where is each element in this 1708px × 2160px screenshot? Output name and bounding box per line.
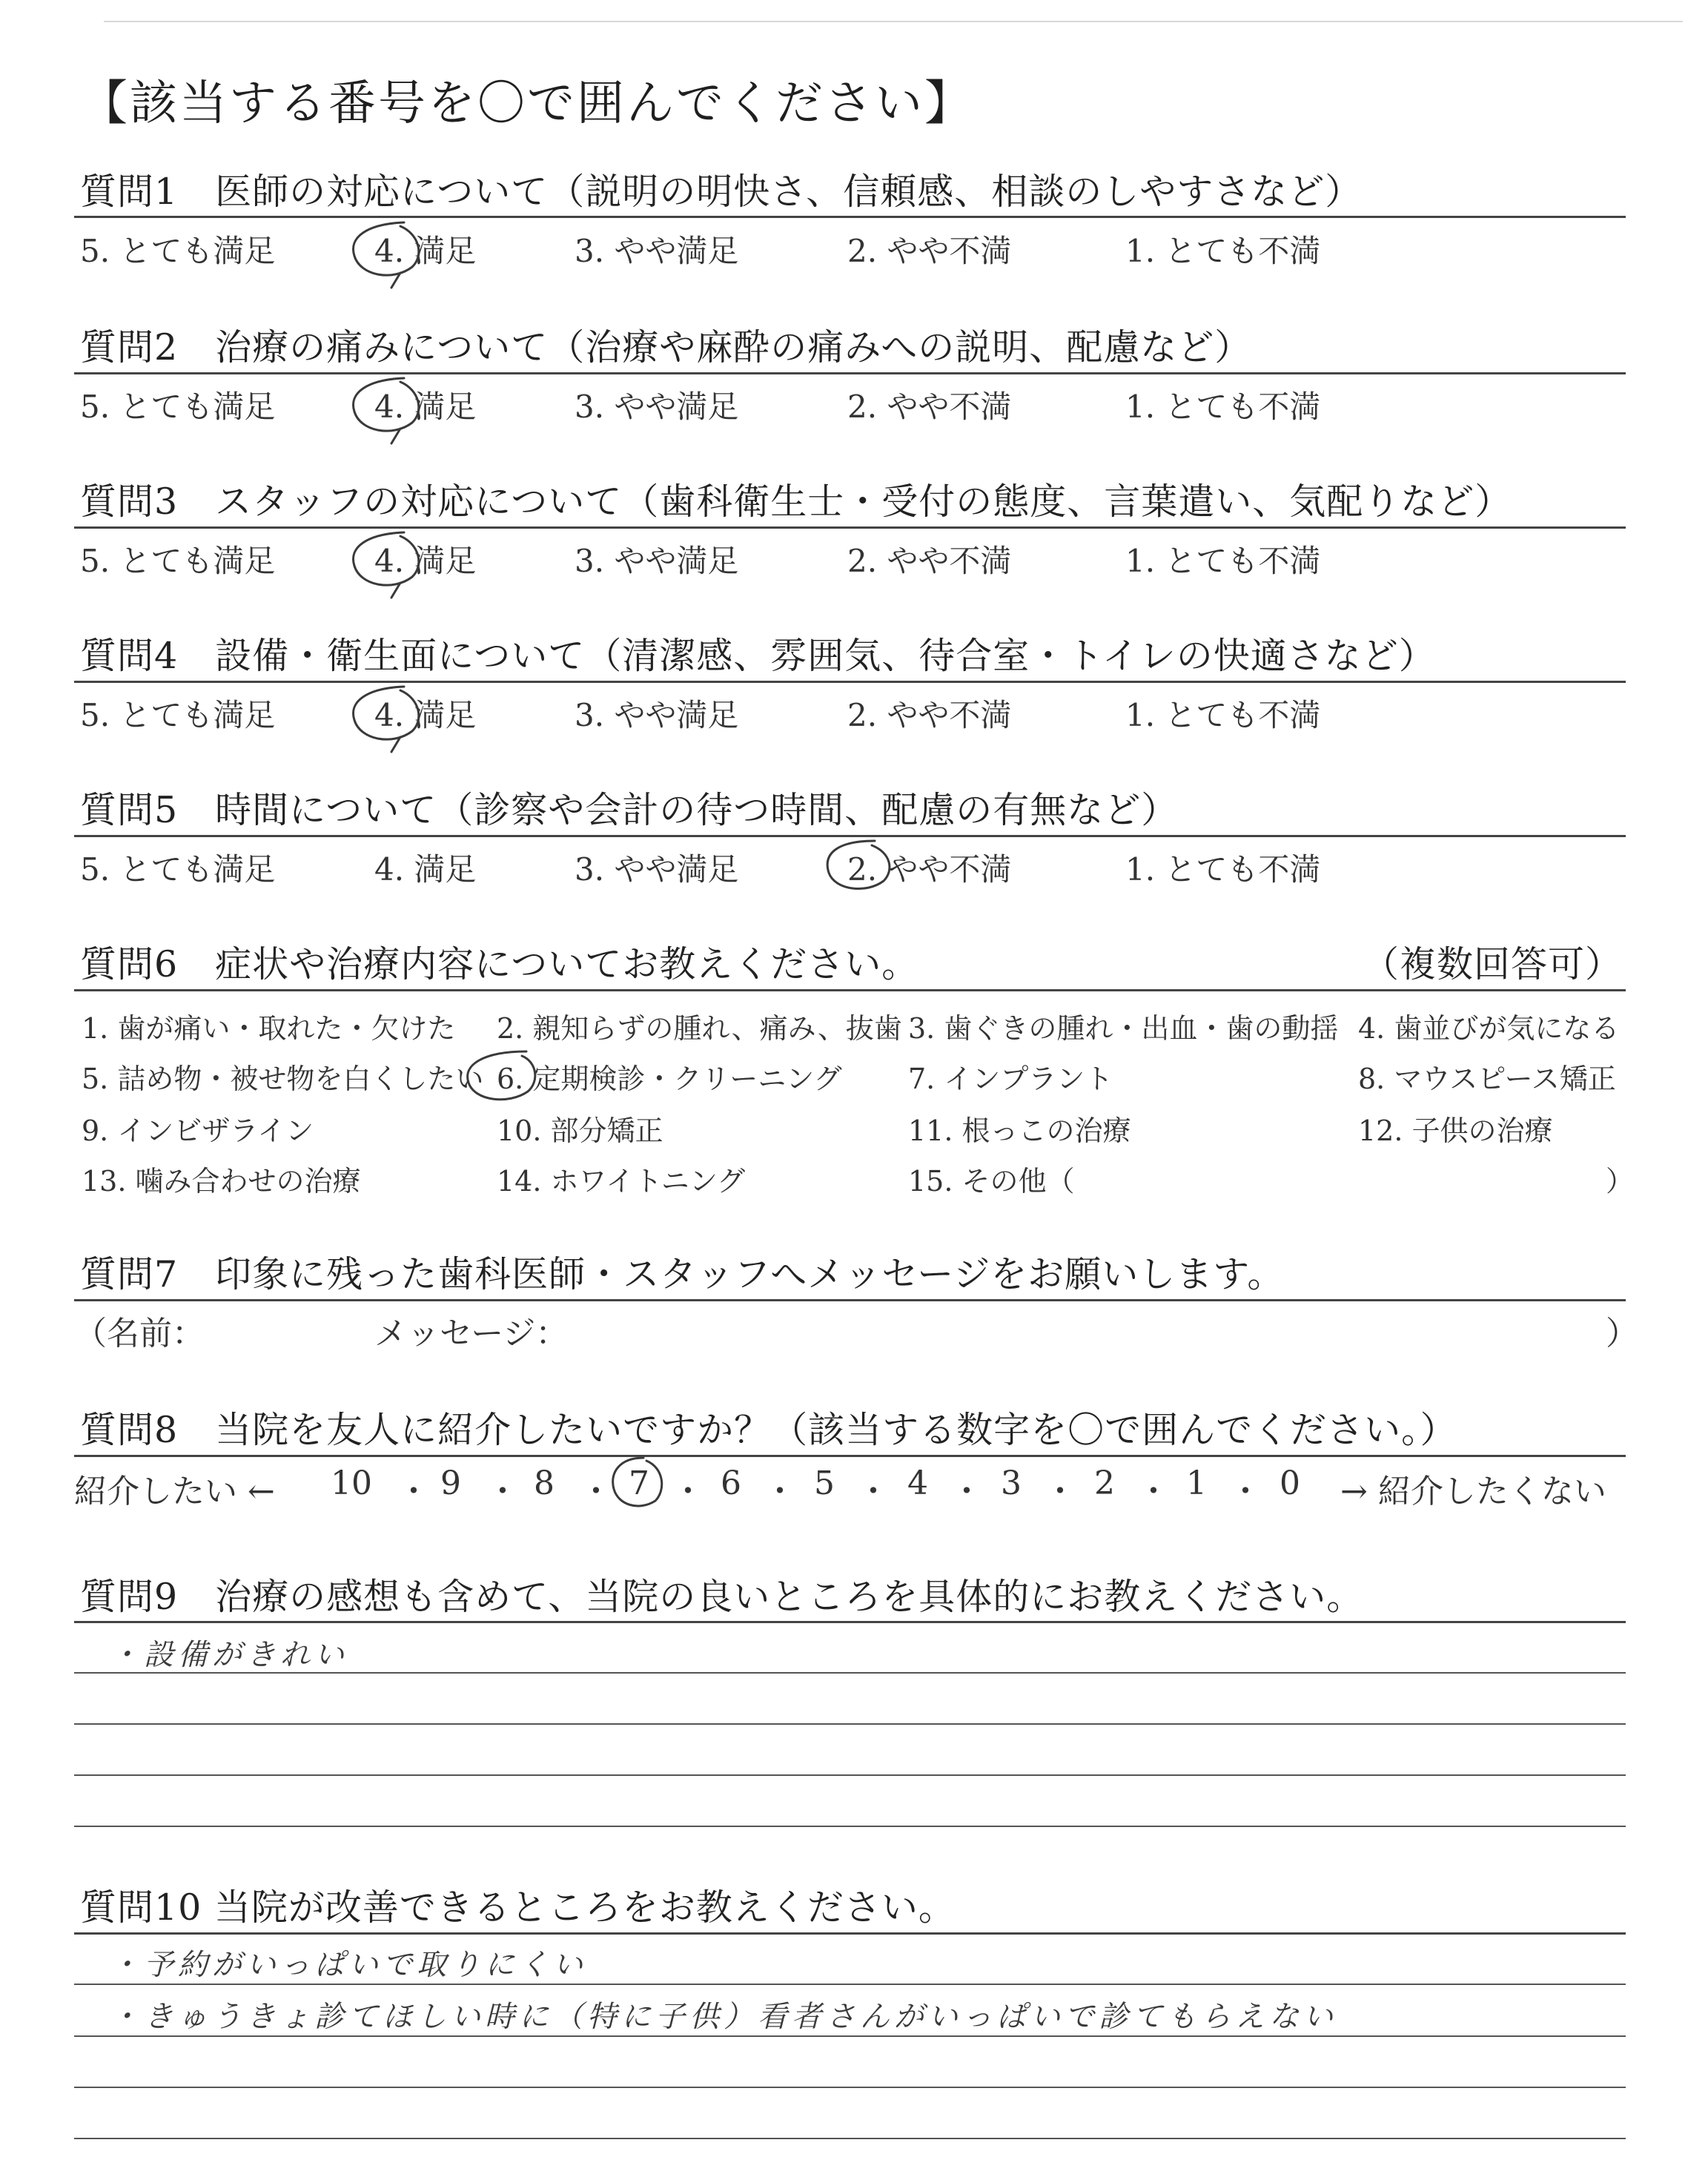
- q9-answer-line: [74, 1723, 1626, 1725]
- q6-option-14[interactable]: 14. ホワイトニング: [497, 1165, 746, 1198]
- question-4-rule: [74, 681, 1626, 683]
- form-title: 【該当する番号を〇で囲んでください】: [80, 76, 974, 131]
- q9-answer-line: [74, 1826, 1626, 1827]
- q8-sep: ・: [486, 1473, 519, 1510]
- q1-option-5[interactable]: 5. とても満足: [80, 233, 276, 269]
- q3-option-4[interactable]: 4. 満足: [374, 543, 477, 579]
- q6-option-5[interactable]: 5. 詰め物・被せ物を白くしたい: [82, 1063, 484, 1095]
- q8-scale-10[interactable]: 10: [331, 1464, 372, 1502]
- q5-option-2[interactable]: 2. やや不満: [847, 851, 1012, 888]
- question-8-title: 質問8 当院を友人に紹介したいですか？（該当する数字を〇で囲んでください。）: [80, 1409, 1457, 1451]
- q1-option-3[interactable]: 3. やや満足: [575, 233, 739, 269]
- q6-option-7[interactable]: 7. インプラント: [908, 1063, 1113, 1095]
- q8-scale-1[interactable]: 1: [1186, 1464, 1207, 1502]
- q4-option-5[interactable]: 5. とても満足: [80, 697, 276, 733]
- q6-option-12[interactable]: 12. 子供の治療: [1358, 1114, 1553, 1147]
- q3-option-3[interactable]: 3. やや満足: [575, 543, 739, 579]
- q1-option-2[interactable]: 2. やや不満: [847, 233, 1012, 269]
- q7-close-paren: ）: [1606, 1315, 1638, 1353]
- q8-sep: ・: [857, 1473, 890, 1510]
- question-6-rule: [74, 989, 1626, 991]
- q4-option-3[interactable]: 3. やや満足: [575, 697, 739, 733]
- q4-option-4[interactable]: 4. 満足: [374, 697, 477, 733]
- q8-scale-7[interactable]: 7: [629, 1464, 649, 1502]
- q8-sep: ・: [397, 1473, 430, 1510]
- q6-option-13[interactable]: 13. 噛み合わせの治療: [82, 1165, 361, 1198]
- q8-sep: ・: [1137, 1473, 1170, 1510]
- q8-scale-0[interactable]: 0: [1280, 1464, 1300, 1502]
- question-1-title: 質問1 医師の対応について（説明の明快さ、信頼感、相談のしやすさなど）: [80, 171, 1363, 213]
- q9-answer-line: [74, 1774, 1626, 1776]
- q8-scale-8[interactable]: 8: [534, 1464, 555, 1502]
- q3-option-5[interactable]: 5. とても満足: [80, 543, 276, 579]
- question-6-note: （複数回答可）: [1363, 943, 1623, 985]
- q2-option-5[interactable]: 5. とても満足: [80, 389, 276, 425]
- q6-option-6[interactable]: 6. 定期検診・クリーニング: [497, 1063, 842, 1095]
- question-9-title: 質問9 治療の感想も含めて、当院の良いところを具体的にお教えください。: [80, 1576, 1364, 1618]
- q8-scale-9[interactable]: 9: [440, 1464, 461, 1502]
- q6-option-3[interactable]: 3. 歯ぐきの腫れ・出血・歯の動揺: [908, 1012, 1339, 1045]
- q5-option-3[interactable]: 3. やや満足: [575, 851, 739, 888]
- question-2-rule: [74, 372, 1626, 374]
- q8-scale-2[interactable]: 2: [1094, 1464, 1115, 1502]
- q5-option-4[interactable]: 4. 満足: [374, 851, 477, 888]
- q2-option-4[interactable]: 4. 満足: [374, 389, 477, 425]
- q8-sep: ・: [764, 1473, 796, 1510]
- q3-option-2[interactable]: 2. やや不満: [847, 543, 1012, 579]
- q8-sep: ・: [1044, 1473, 1076, 1510]
- q6-option-4[interactable]: 4. 歯並びが気になる: [1358, 1012, 1620, 1045]
- q8-scale-5[interactable]: 5: [814, 1464, 835, 1502]
- q7-name-label: （名前：: [74, 1315, 205, 1353]
- q10-handwritten-answer-1: ・予約がいっぱいで取りにくい: [110, 1948, 587, 1982]
- q8-scale-4[interactable]: 4: [907, 1464, 928, 1502]
- q5-option-1[interactable]: 1. とても不満: [1125, 851, 1321, 888]
- q2-option-2[interactable]: 2. やや不満: [847, 389, 1012, 425]
- q8-scale-6[interactable]: 6: [721, 1464, 741, 1502]
- q10-answer-line: [74, 1984, 1626, 1985]
- q8-sep: ・: [950, 1473, 983, 1510]
- question-3-title: 質問3 スタッフの対応について（歯科衛生士・受付の態度、言葉遣い、気配りなど）: [80, 480, 1512, 523]
- q10-handwritten-answer-2: ・きゅうきょ診てほしい時に（特に子供）看者さんがいっぱいで診てもらえない: [110, 2000, 1337, 2034]
- q8-scale-3[interactable]: 3: [1001, 1464, 1022, 1502]
- question-5-rule: [74, 835, 1626, 837]
- top-scan-edge: [104, 21, 1683, 22]
- q2-option-3[interactable]: 3. やや満足: [575, 389, 739, 425]
- q2-option-1[interactable]: 1. とても不満: [1125, 389, 1321, 425]
- q10-answer-line: [74, 2087, 1626, 2088]
- q6-option-11[interactable]: 11. 根っこの治療: [908, 1114, 1131, 1147]
- question-10-title: 質問10 当院が改善できるところをお教えください。: [80, 1886, 956, 1929]
- q9-handwritten-answer: ・設備がきれい: [110, 1638, 348, 1672]
- q6-option-8[interactable]: 8. マウスピース矯正: [1358, 1063, 1616, 1095]
- question-3-rule: [74, 526, 1626, 529]
- q5-option-5[interactable]: 5. とても満足: [80, 851, 276, 888]
- q3-option-1[interactable]: 1. とても不満: [1125, 543, 1321, 579]
- question-4-title: 質問4 設備・衛生面について（清潔感、雰囲気、待合室・トイレの快適さなど）: [80, 635, 1436, 677]
- q6-other-close-paren: ）: [1606, 1165, 1635, 1198]
- question-8-rule: [74, 1455, 1626, 1457]
- question-10-rule: [74, 1932, 1626, 1935]
- q8-left-label: 紹介したい ←: [74, 1473, 275, 1510]
- q4-option-1[interactable]: 1. とても不満: [1125, 697, 1321, 733]
- q6-option-10[interactable]: 10. 部分矯正: [497, 1114, 663, 1147]
- q6-option-1[interactable]: 1. 歯が痛い・取れた・欠けた: [82, 1012, 456, 1045]
- q7-message-label: メッセージ：: [374, 1315, 569, 1353]
- question-2-title: 質問2 治療の痛みについて（治療や麻酔の痛みへの説明、配慮など）: [80, 326, 1252, 369]
- question-7-title: 質問7 印象に残った歯科医師・スタッフへメッセージをお願いします。: [80, 1253, 1285, 1295]
- question-7-rule: [74, 1299, 1626, 1301]
- q8-right-label: → 紹介したくない: [1340, 1473, 1606, 1510]
- question-9-rule: [74, 1621, 1626, 1623]
- q8-sep: ・: [580, 1473, 612, 1510]
- q10-answer-line: [74, 2035, 1626, 2037]
- question-5-title: 質問5 時間について（診察や会計の待つ時間、配慮の有無など）: [80, 789, 1179, 831]
- q6-option-2[interactable]: 2. 親知らずの腫れ、痛み、抜歯: [497, 1012, 902, 1045]
- q4-option-2[interactable]: 2. やや不満: [847, 697, 1012, 733]
- q9-answer-line: [74, 1672, 1626, 1674]
- question-1-rule: [74, 216, 1626, 218]
- q8-sep: ・: [1229, 1473, 1262, 1510]
- question-6-title: 質問6 症状や治療内容についてお教えください。: [80, 943, 919, 985]
- q6-option-15[interactable]: 15. その他（: [908, 1165, 1075, 1198]
- q1-option-4[interactable]: 4. 満足: [374, 233, 477, 269]
- q8-sep: ・: [672, 1473, 704, 1510]
- q6-option-9[interactable]: 9. インビザライン: [82, 1114, 314, 1147]
- q1-option-1[interactable]: 1. とても不満: [1125, 233, 1321, 269]
- q10-answer-line: [74, 2138, 1626, 2139]
